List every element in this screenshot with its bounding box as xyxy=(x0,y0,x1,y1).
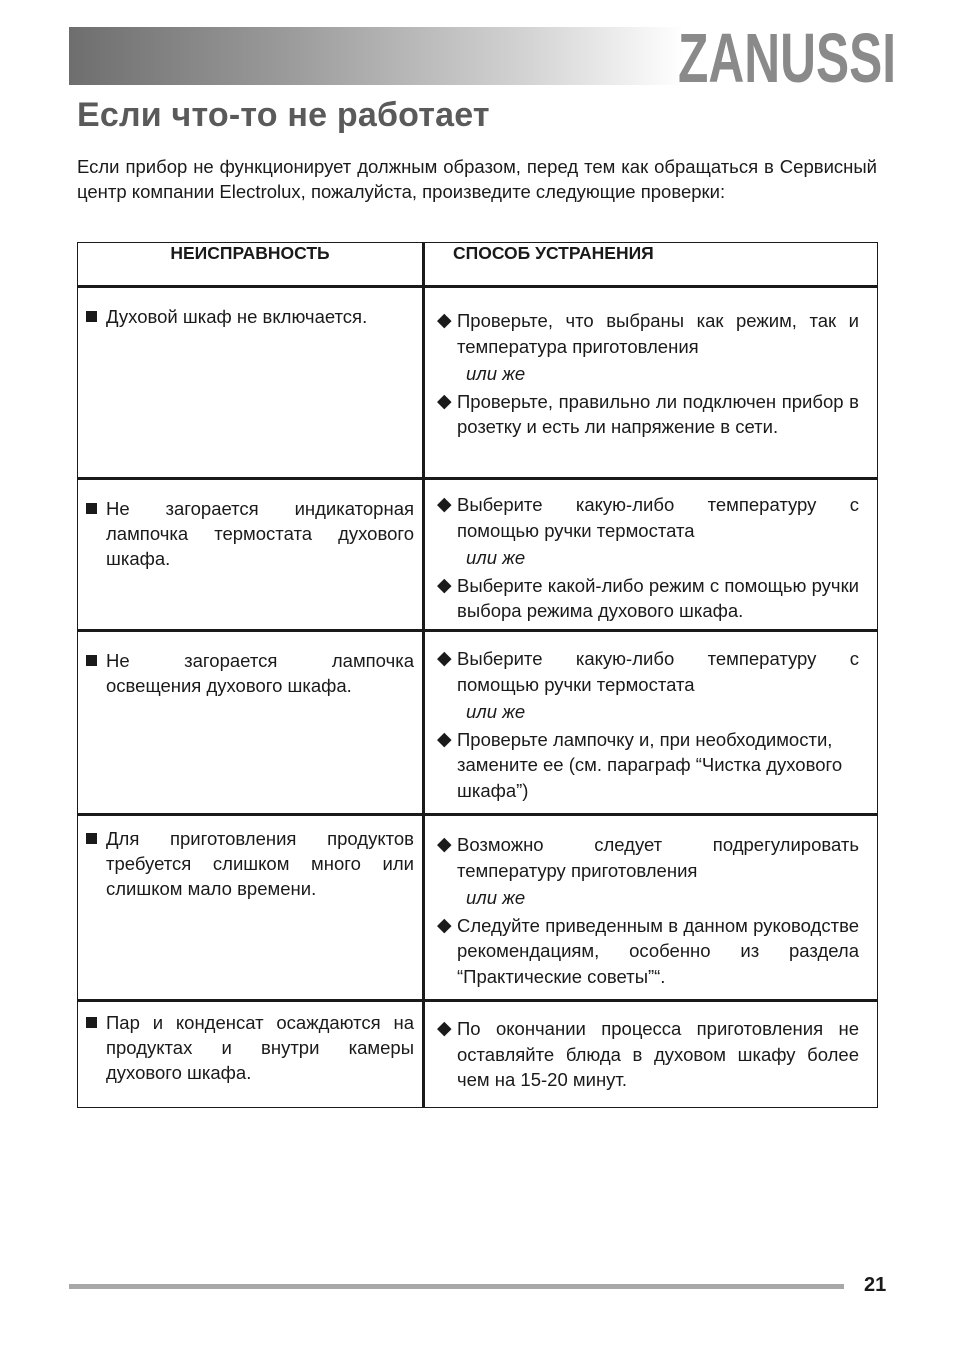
table-row xyxy=(78,1001,878,1108)
diamond-bullet-icon: ◆ xyxy=(437,494,452,515)
remedy-text: По окончании процесса приготовления не оставляйте блюда в духовом шкафу более чем на 15-20 минут. xyxy=(457,1018,859,1090)
header-fault: НЕИСПРАВНОСТЬ xyxy=(78,243,424,287)
fault-cell xyxy=(78,631,424,815)
remedy-text: Следуйте приведенным в данном руководстве рекомендациям, особенно из раздела “Практические советы”“. xyxy=(457,914,859,987)
remedy-cell xyxy=(424,287,878,479)
fault-cell xyxy=(78,1001,424,1108)
table-header-row xyxy=(78,243,878,287)
fault-text: Пар и конденсат осаждаются на продуктах и внутри камеры духового шкафа. xyxy=(106,1012,414,1083)
fault-text: Духовой шкаф не включается. xyxy=(106,306,368,327)
troubleshooting-table xyxy=(77,242,878,1108)
table-row xyxy=(78,479,878,631)
diamond-bullet-icon: ◆ xyxy=(437,310,452,331)
remedy-text: Проверьте лампочку и, при необходимости, замените ее (см. параграф “Чистка духового шкафа”) xyxy=(457,728,843,801)
fault-text: Для приготовления продуктов требуется слишком много или слишком мало времени. xyxy=(106,828,414,899)
remedy-cell xyxy=(424,479,878,631)
remedy-text: Выберите какую-либо температуру с помощью ручки термостата xyxy=(457,648,859,695)
or-label: или же xyxy=(466,701,526,722)
fault-text: Не загорается лампочка освещения духового шкафа. xyxy=(106,650,414,696)
fault-text: Не загорается индикаторная лампочка термостата духового шкафа. xyxy=(106,498,414,569)
or-label: или же xyxy=(466,363,526,384)
page-number: 21 xyxy=(864,1274,887,1296)
remedy-text: Проверьте, что выбраны как режим, так и температура приготовления xyxy=(457,310,859,357)
or-label: или же xyxy=(466,887,526,908)
remedy-cell xyxy=(424,1001,878,1108)
table-row xyxy=(78,631,878,815)
header-remedy: СПОСОБ УСТРАНЕНИЯ xyxy=(424,243,878,287)
diamond-bullet-icon: ◆ xyxy=(437,834,452,855)
fault-cell xyxy=(78,815,424,1001)
remedy-text: Возможно следует подрегулировать температуру приготовления xyxy=(457,834,859,881)
remedy-cell xyxy=(424,815,878,1001)
remedy-cell xyxy=(424,631,878,815)
page-title: Если что-то не работает xyxy=(77,96,490,134)
zanussi-logo xyxy=(676,22,898,88)
or-label: или же xyxy=(466,547,526,568)
fault-cell xyxy=(78,287,424,479)
remedy-text: Выберите какую-либо температуру с помощью ручки термостата xyxy=(457,494,859,541)
diamond-bullet-icon: ◆ xyxy=(437,390,452,412)
square-bullet-icon xyxy=(86,1017,97,1028)
remedy-text: Проверьте, правильно ли подключен прибор в розетку и есть ли напряжение в сети. xyxy=(457,390,859,437)
square-bullet-icon xyxy=(86,655,97,666)
intro-paragraph: Если прибор не функционирует должным образом, перед тем как обращаться в Сервисный центр компании Electrolux, пожалуйста, произведите следующие проверки: xyxy=(77,156,877,202)
square-bullet-icon xyxy=(86,833,97,844)
diamond-bullet-icon: ◆ xyxy=(437,648,452,669)
diamond-bullet-icon: ◆ xyxy=(437,728,452,750)
remedy-text: Выберите какой-либо режим с помощью ручки выбора режима духового шкафа. xyxy=(457,574,859,621)
square-bullet-icon xyxy=(86,311,97,322)
diamond-bullet-icon: ◆ xyxy=(437,1018,452,1039)
diamond-bullet-icon: ◆ xyxy=(437,914,452,936)
table-row xyxy=(78,815,878,1001)
header-gradient-bar xyxy=(69,27,684,85)
diamond-bullet-icon: ◆ xyxy=(437,574,452,596)
fault-cell xyxy=(78,479,424,631)
table-row xyxy=(78,287,878,479)
footer-bar xyxy=(69,1284,844,1289)
brand-logo-text: ZANUSSI xyxy=(678,22,896,88)
square-bullet-icon xyxy=(86,503,97,514)
